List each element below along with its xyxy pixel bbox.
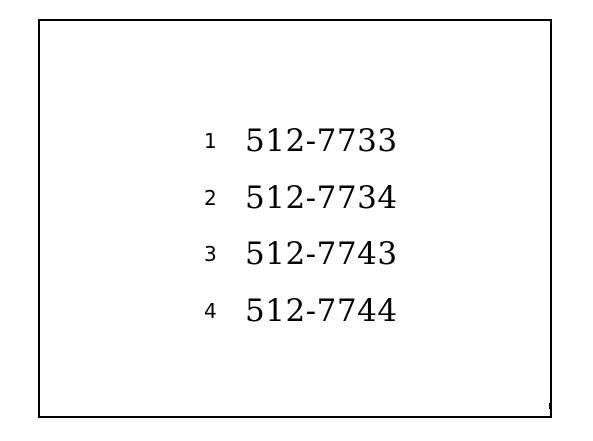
list-item[interactable] [40, 121, 550, 161]
list-item[interactable] [40, 234, 550, 274]
display-panel [38, 19, 552, 418]
list-item-index: 1 [204, 129, 217, 153]
list-item[interactable] [40, 178, 550, 218]
phone-number: 512-7733 [245, 123, 398, 159]
phone-number: 512-7734 [245, 180, 398, 216]
corner-mark [549, 403, 551, 409]
phone-number: 512-7744 [245, 293, 398, 329]
list-item-index: 2 [204, 186, 217, 210]
number-list [40, 21, 550, 416]
phone-number: 512-7743 [245, 236, 398, 272]
list-item-index: 4 [204, 299, 217, 323]
list-item[interactable] [40, 291, 550, 331]
list-item-index: 3 [204, 242, 217, 266]
